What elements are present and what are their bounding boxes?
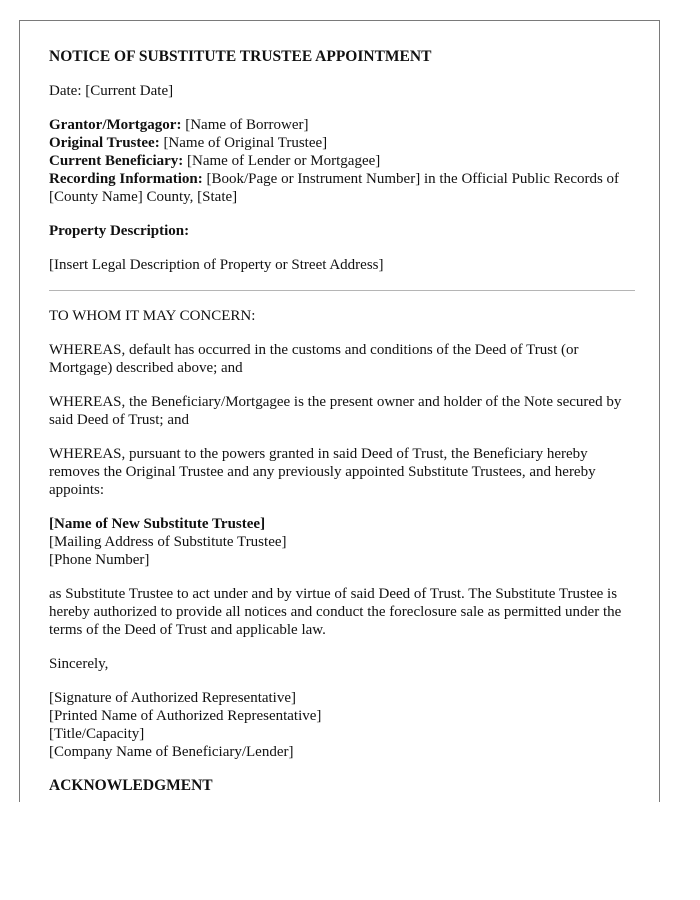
title-line: [Title/Capacity]: [49, 726, 145, 742]
signature-line: [Signature of Authorized Representative]: [49, 690, 297, 706]
recording-label: Recording Information:: [49, 171, 203, 187]
appointee-address: [Mailing Address of Substitute Trustee]: [49, 534, 287, 550]
acknowledgment-heading: ACKNOWLEDGMENT: [49, 777, 213, 794]
appointee-block: [49, 515, 635, 569]
section-divider: [49, 290, 635, 291]
document-page: [19, 20, 660, 802]
property-value: [Insert Legal Description of Property or Street Address]: [49, 257, 384, 273]
current-beneficiary-value: [Name of Lender or Mortgagee]: [183, 153, 381, 169]
document-date: Date: [Current Date]: [49, 83, 174, 99]
company-line: [Company Name of Beneficiary/Lender]: [49, 744, 294, 760]
closing: Sincerely,: [49, 656, 109, 672]
whereas-paragraph-2: WHEREAS, the Beneficiary/Mortgagee is the present owner and holder of the Note secured by said Deed of Trust; and: [49, 394, 622, 428]
recording-line: [49, 170, 635, 206]
authorization-paragraph: as Substitute Trustee to act under and by virtue of said Deed of Trust. The Substitute Trustee is hereby authorized to provide all notices and conduct the foreclosure sale as permitted under the terms of the Deed of Trust and applicable law.: [49, 586, 622, 638]
property-label: [49, 222, 635, 240]
current-beneficiary-line: [49, 152, 635, 170]
document-title: NOTICE OF SUBSTITUTE TRUSTEE APPOINTMENT: [49, 48, 432, 65]
original-trustee-value: [Name of Original Trustee]: [159, 135, 328, 151]
printed-name-line: [Printed Name of Authorized Representative]: [49, 708, 322, 724]
whereas-paragraph-1: WHEREAS, default has occurred in the customs and conditions of the Deed of Trust (or Mortgage) described above; and: [49, 342, 579, 376]
parties-block: [49, 116, 635, 206]
grantor-line: [49, 116, 635, 134]
appointee-phone: [Phone Number]: [49, 552, 150, 568]
grantor-value: [Name of Borrower]: [181, 117, 309, 133]
original-trustee-label: Original Trustee:: [49, 135, 160, 151]
appointee-name: [Name of New Substitute Trustee]: [49, 516, 266, 532]
current-beneficiary-label: Current Beneficiary:: [49, 153, 184, 169]
recording-value: [Book/Page or Instrument Number] in the Official Public Records of [County Name] County, [State]: [49, 171, 620, 205]
grantor-label: Grantor/Mortgagor:: [49, 117, 182, 133]
document-content: [49, 48, 635, 795]
original-trustee-line: [49, 134, 635, 152]
whereas-paragraph-3: WHEREAS, pursuant to the powers granted in said Deed of Trust, the Beneficiary hereby removes the Original Trustee and any previously appointed Substitute Trustees, and hereby appoints:: [49, 446, 596, 498]
property-label-text: Property Description:: [49, 223, 190, 239]
signature-block: [49, 689, 635, 761]
salutation: TO WHOM IT MAY CONCERN:: [49, 308, 256, 324]
